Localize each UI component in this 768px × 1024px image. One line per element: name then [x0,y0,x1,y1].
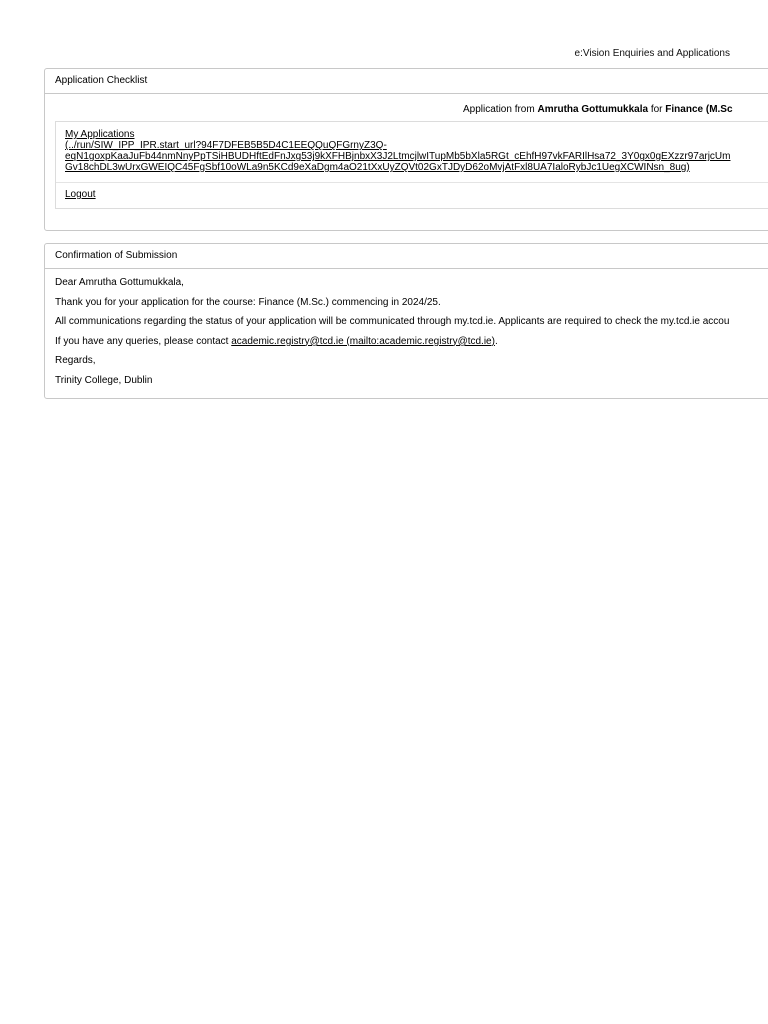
application-checklist-heading: Application Checklist [45,69,768,94]
site-title: e:Vision Enquiries and Applications [574,48,730,59]
my-applications-label[interactable]: My Applications [65,129,135,140]
my-applications-url-line-1[interactable]: (../run/SIW_IPP_IPR.start_url?94F7DFEB5B5D4C1EEQQuQFGrnyZ3Q- [65,140,387,151]
application-summary [463,104,733,115]
applicant-name: Amrutha Gottumukkala [537,104,649,115]
greeting-text: Dear Amrutha Gottumukkala, [55,277,184,288]
logout-link[interactable]: Logout [65,189,96,200]
regards-text: Regards, [55,355,96,367]
application-checklist-panel [44,68,768,231]
thanks-text: Thank you for your application for the course: Finance (M.Sc.) commencing in 2024/25. [55,296,441,308]
confirmation-heading: Confirmation of Submission [45,244,768,269]
my-applications-link[interactable] [65,129,730,173]
my-applications-url-line-3[interactable]: Gv18chDL3wUrxGWEIQC45FgSbf10oWLa9n5KCd9eXaDgm4aO21tXxUyZQVt02GxTJDyD62oMvjAtFxl8UA7IaloRybJc1UegXCWINsn_8ug) [65,162,690,173]
my-applications-url-line-2[interactable]: eqN1goxpKaaJuFb44nmNnyPpTSiHBUDHftEdFnJxg53j9kXFHBjnbxX3J2LtmcjlwITupMb5bXla5RGt_cEhfH97vkFARIlHsa72_3Y0gx0gEXzzr97arjcUm [65,151,731,162]
logout-row [56,182,768,208]
signature-text: Trinity College, Dublin [55,374,153,386]
confirmation-panel [44,243,768,399]
confirmation-body [45,269,768,386]
summary-prefix: Application from [463,104,538,115]
queries-text [55,336,768,347]
checklist-links [55,121,768,209]
registry-email-link[interactable]: academic.registry@tcd.ie (mailto:academic.registry@tcd.ie) [231,335,495,347]
queries-prefix: If you have any queries, please contact [55,335,232,347]
summary-mid: for [648,104,666,115]
communications-text: All communications regarding the status of your application will be communicated through my.tcd.ie. Applicants are required to check the my.tcd.ie accou [55,316,730,328]
course-name: Finance (M.Sc [665,104,733,115]
queries-suffix: . [494,335,498,347]
